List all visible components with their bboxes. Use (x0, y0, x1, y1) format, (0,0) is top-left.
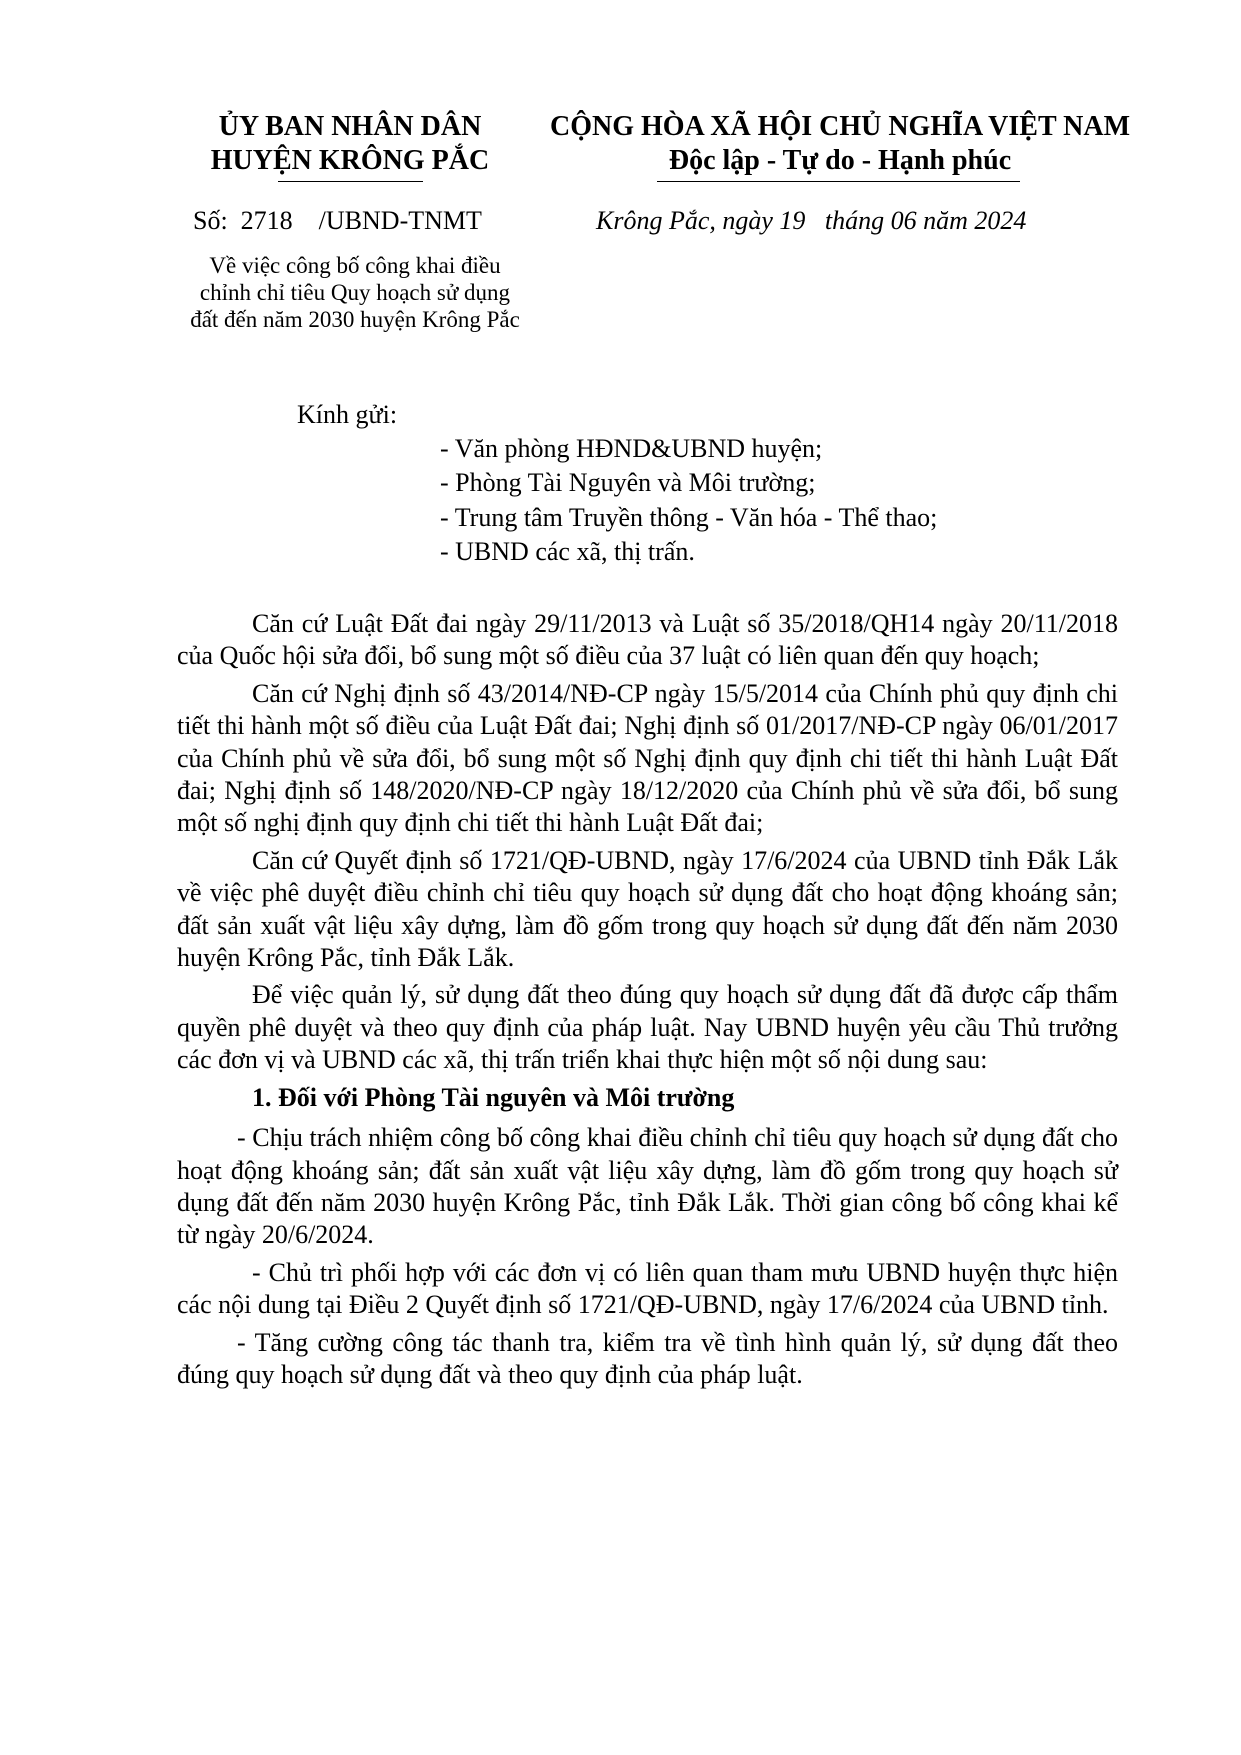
paragraph-request: Để việc quản lý, sử dụng đất theo đúng quy hoạch sử dụng đất đã được cấp thẩm quyền phê duyệt và theo quy định của pháp luật. Nay UBND huyện yêu cầu Thủ trưởng các đơn vị và UBND các xã, thị trấn triển khai thực hiện một số nội dung sau: (177, 980, 1118, 1075)
bullet-item: - Chịu trách nhiệm công bố công khai điều chỉnh chỉ tiêu quy hoạch sử dụng đất cho hoạt động khoáng sản; đất sản xuất vật liệu xây dựng, làm đồ gốm trong quy hoạch sử dụng đất đến năm 2030 huyện Krông Pắc, tỉnh Đắk Lắk. Thời gian công bố công khai kể từ ngày 20/6/2024. (177, 1123, 1118, 1250)
recipient-item: - Văn phòng HĐND&UBND huyện; (440, 434, 823, 463)
nation-line-2: Độc lập - Tự do - Hạnh phúc (668, 145, 1012, 176)
document-date: Krông Pắc, ngày 19 tháng 06 năm 2024 (596, 206, 1027, 235)
paragraph-legal-basis-3: Căn cứ Quyết định số 1721/QĐ-UBND, ngày 17/6/2024 của UBND tỉnh Đắk Lắk về việc phê duyệt điều chỉnh chỉ tiêu quy hoạch sử dụng đất cho hoạt động khoáng sản; đất sản xuất vật liệu xây dựng, làm đồ gốm trong quy hoạch sử dụng đất đến năm 2030 huyện Krông Pắc, tỉnh Đắk Lắk. (177, 845, 1118, 973)
bullet-item: - Chủ trì phối hợp với các đơn vị có liên quan tham mưu UBND huyện thực hiện các nội dung tại Điều 2 Quyết định số 1721/QĐ-UBND, ngày 17/6/2024 của UBND tỉnh. (177, 1257, 1118, 1320)
motto-underline (657, 181, 1020, 182)
paragraph-legal-basis-2: Căn cứ Nghị định số 43/2014/NĐ-CP ngày 15/5/2014 của Chính phủ quy định chi tiết thi hành một số điều của Luật Đất đai; Nghị định số 01/2017/NĐ-CP ngày 06/01/2017 của Chính phủ về sửa đổi, bổ sung một số Nghị định quy định chi tiết thi hành Luật Đất đai; Nghị định số 148/2020/NĐ-CP ngày 18/12/2020 của Chính phủ về sửa đổi, bổ sung một số nghị định quy định chi tiết thi hành Luật Đất đai; (177, 678, 1118, 838)
bullet-item: - Tăng cường công tác thanh tra, kiểm tra về tình hình quản lý, sử dụng đất theo đúng quy hoạch sử dụng đất và theo quy định của pháp luật. (177, 1327, 1118, 1389)
recipient-item: - Phòng Tài Nguyên và Môi trường; (440, 468, 816, 498)
document-subject: Về việc công bố công khai điều chỉnh chỉ tiêu Quy hoạch sử dụng đất đến năm 2030 huyện Krông Pắc (190, 253, 520, 332)
document-number: Số: 2718 /UBND-TNMT (193, 206, 482, 235)
recipients-list (440, 432, 937, 569)
section-heading: 1. Đối với Phòng Tài nguyên và Môi trường (252, 1082, 735, 1112)
issuing-agency (180, 110, 520, 178)
recipient-item: - UBND các xã, thị trấn. (440, 536, 695, 566)
agency-underline (278, 181, 423, 182)
paragraph-legal-basis-1: Căn cứ Luật Đất đai ngày 29/11/2013 và Luật số 35/2018/QH14 ngày 20/11/2018 của Quốc hội sửa đổi, bổ sung một số điều của 37 luật có liên quan đến quy hoạch; (177, 609, 1118, 671)
national-motto (540, 110, 1140, 178)
nation-line-1: CỘNG HÒA XÃ HỘI CHỦ NGHĨA VIỆT NAM (549, 111, 1131, 142)
document-body (177, 608, 1118, 1396)
agency-line-1: ỦY BAN NHÂN DÂN (218, 111, 482, 142)
agency-line-2: HUYỆN KRÔNG PẮC (210, 145, 490, 176)
recipients-label: Kính gửi: (297, 400, 398, 429)
recipient-item: - Trung tâm Truyền thông - Văn hóa - Thể thao; (440, 502, 938, 532)
